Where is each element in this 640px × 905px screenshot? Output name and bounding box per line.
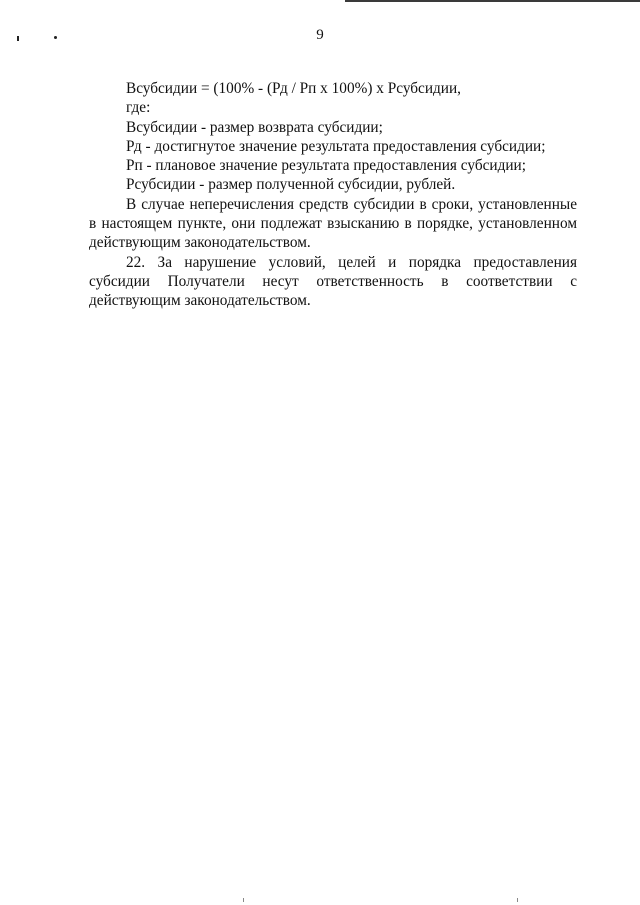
page-number: 9 (316, 27, 324, 43)
scan-edge-line (345, 0, 640, 2)
document-body (89, 79, 577, 311)
paragraph: 22. За нарушение условий, целей и порядка предоставления субсидии Получатели несут ответственность в соответствии с действующим законодательством. (89, 253, 577, 310)
definition-line: Рсубсидии - размер полученной субсидии, рублей. (126, 176, 456, 194)
definition-line: Рд - достигнутое значение результата предоставления субсидии; (126, 137, 546, 155)
formula-where: где: (126, 99, 151, 117)
definition-line: Всубсидии - размер возврата субсидии; (126, 118, 383, 136)
paragraph: В случае неперечисления средств субсидии в сроки, установленные в настоящем пункте, они подлежат взысканию в порядке, установленном действующим законодательством. (89, 195, 577, 252)
formula-equation: Всубсидии = (100% - (Рд / Рп х 100%) х Рсубсидии, (126, 80, 461, 97)
definition-line: Рп - плановое значение результата предоставления субсидии; (126, 157, 526, 175)
scan-speck (517, 898, 518, 902)
scan-speck (243, 898, 244, 902)
